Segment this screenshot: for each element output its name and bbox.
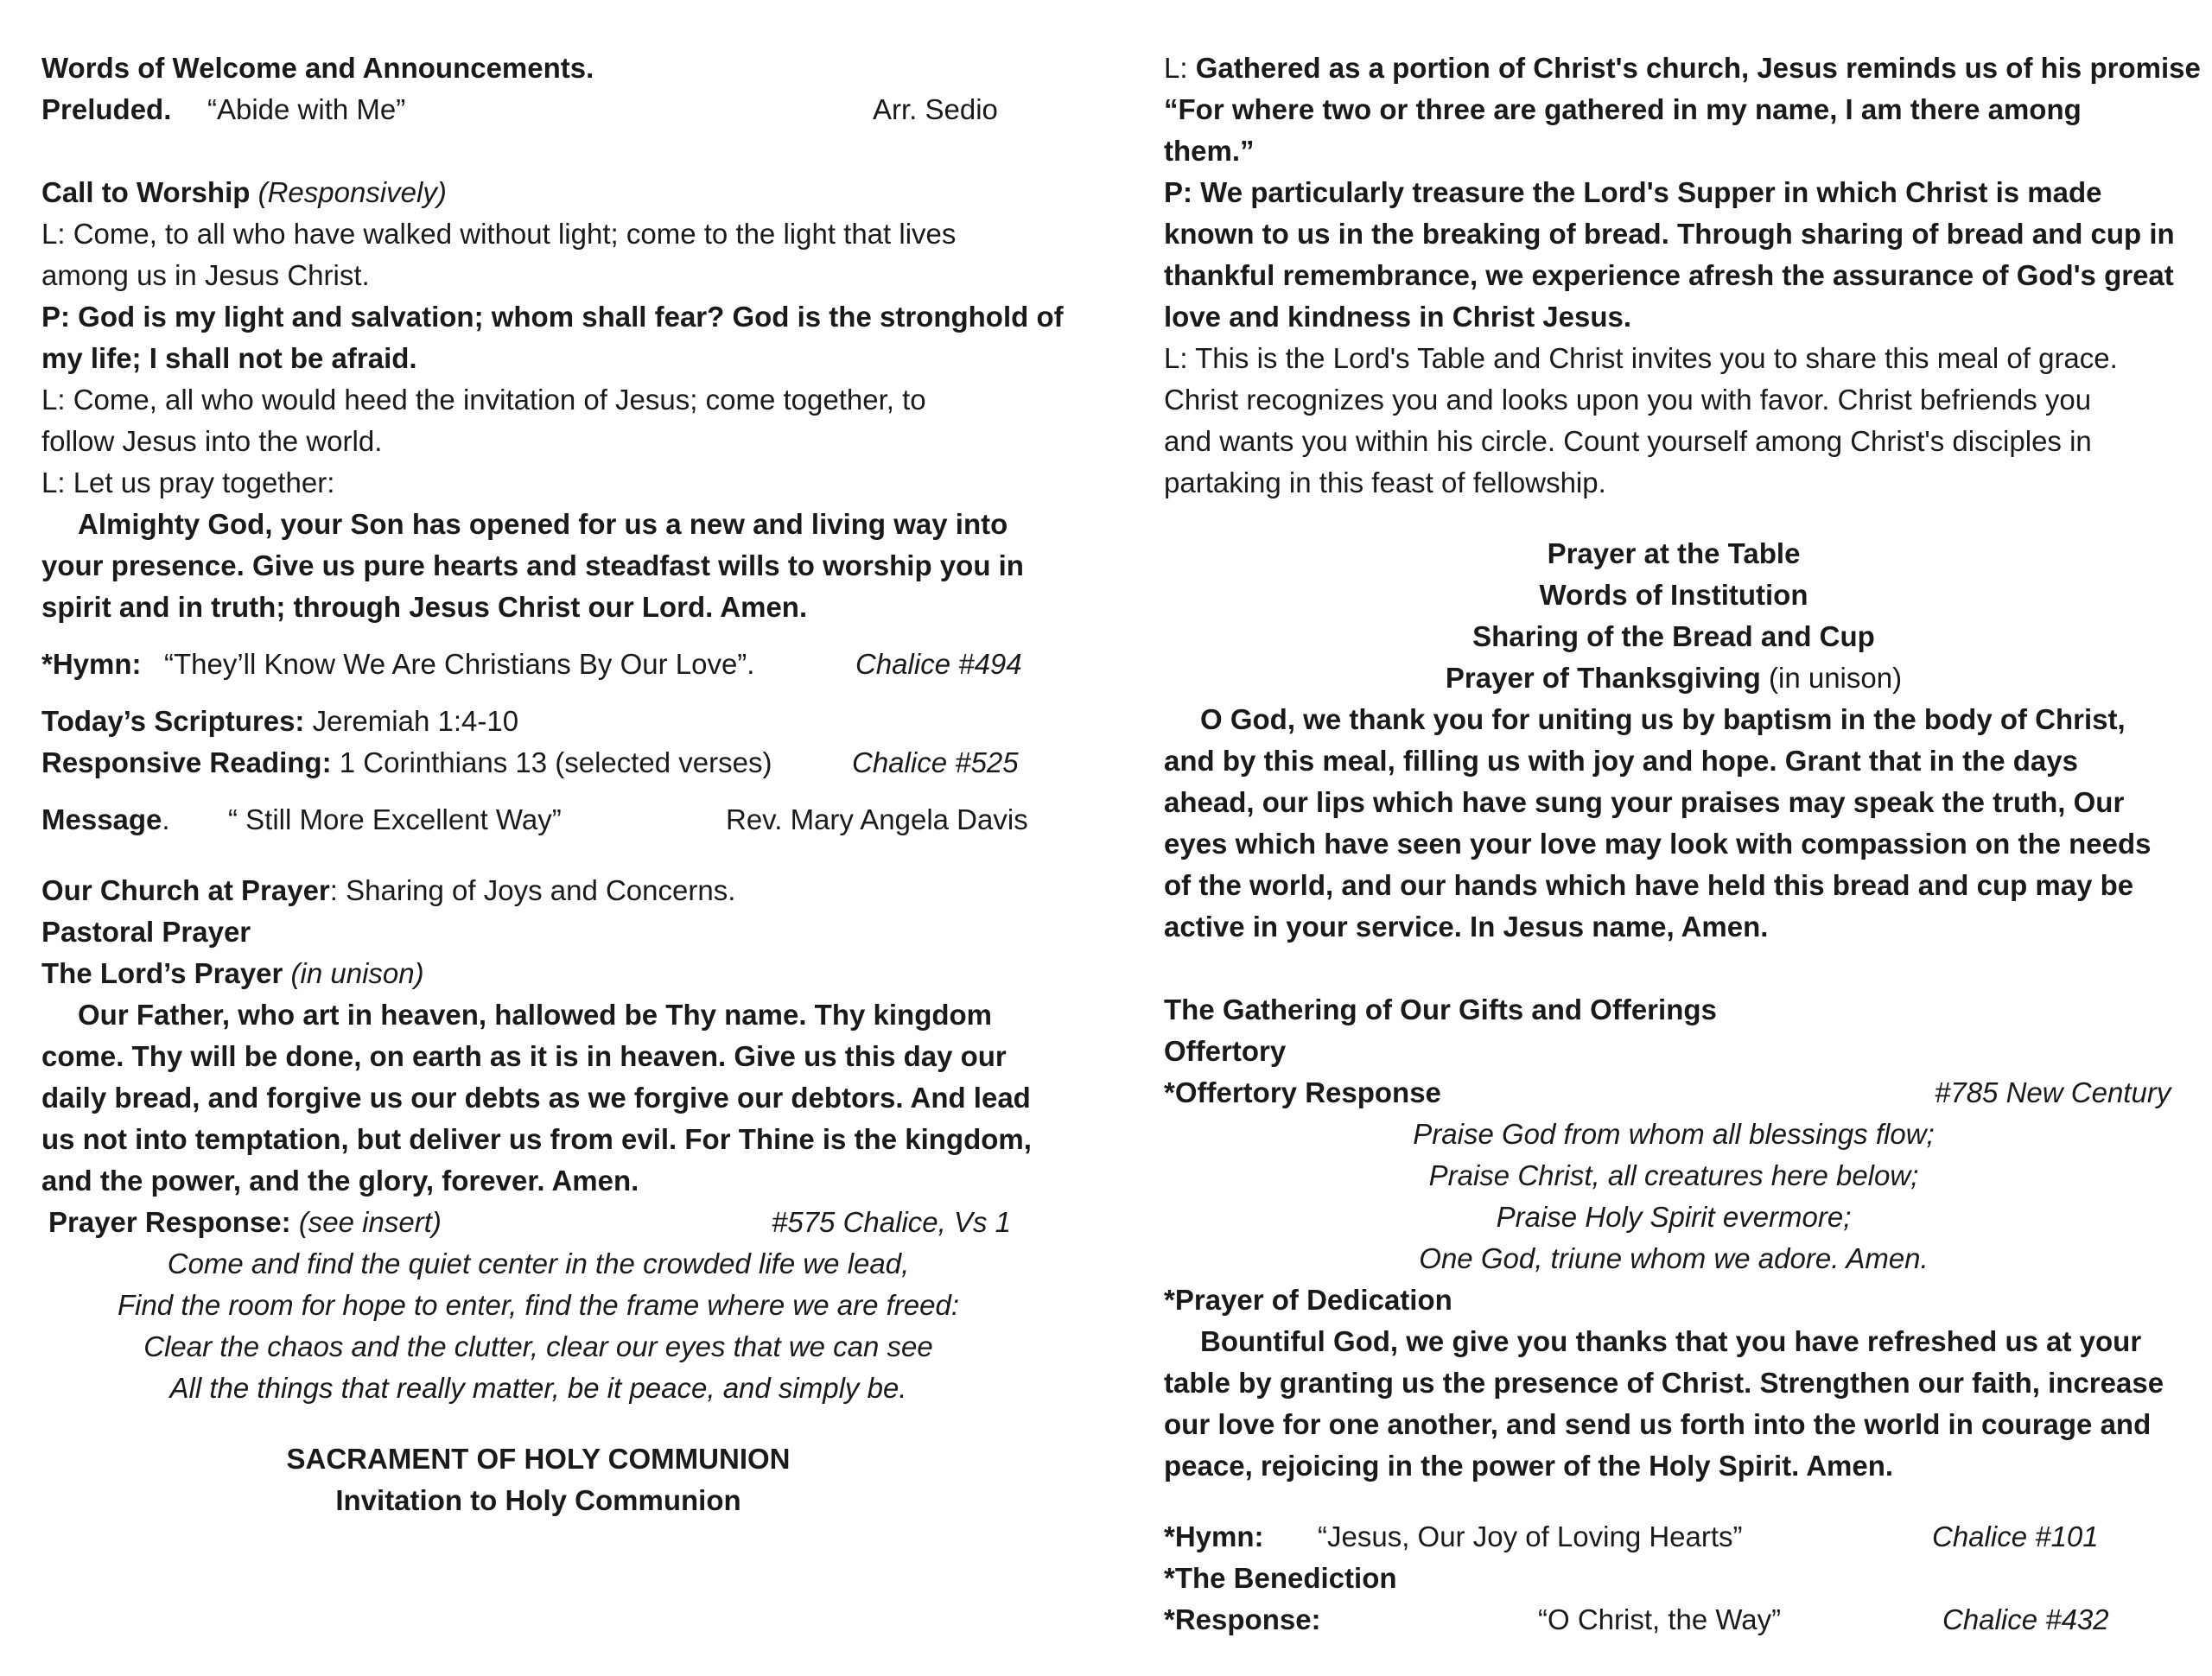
dedication-1: Bountiful God, we give you thanks that you have refreshed us at your [1200, 1325, 2142, 1357]
lords-prayer-3: daily bread, and forgive us our debts as we forgive our debtors. And lead [41, 1082, 1031, 1114]
verse-line-1: Come and find the quiet center in the crowded life we lead, [167, 1247, 910, 1279]
thanksgiving-4: eyes which have seen your love may look with compassion on the needs [1164, 828, 2152, 860]
benediction-heading: *The Benediction [1164, 1562, 1397, 1594]
pastoral-prayer-heading: Pastoral Prayer [41, 916, 251, 948]
communion-leader-1a: Gathered as a portion of Christ's church, Jesus reminds us of his promise [1195, 52, 2201, 84]
message-speaker: Rev. Mary Angela Davis [726, 803, 1028, 835]
prayer-response-reference: #575 Chalice, Vs 1 [772, 1206, 1012, 1238]
hymn-label: *Hymn: [41, 648, 142, 680]
lords-prayer-4: us not into temptation, but deliver us from evil. For Thine is the kingdom, [41, 1123, 1032, 1155]
prayer-at-table-heading: Prayer at the Table [1547, 537, 1801, 569]
lords-label: The Lord’s Prayer [41, 957, 283, 989]
closing-hymn-label: *Hymn: [1164, 1520, 1264, 1552]
communion-leader-1b: “For where two or three are gathered in my name, I am there among [1164, 93, 2082, 125]
opening-prayer-3: spirit and in truth; through Jesus Christ our Lord. Amen. [41, 591, 808, 623]
communion-leader-2a: L: This is the Lord's Table and Christ invites you to share this meal of grace. [1164, 342, 2118, 374]
communion-leader-1c: them.” [1164, 135, 1255, 167]
thanksgiving-heading [1164, 657, 2183, 699]
thanksgiving-6: active in your service. In Jesus name, Amen. [1164, 911, 1769, 943]
lords-prayer-5: and the power, and the glory, forever. Amen. [41, 1165, 639, 1197]
thanksgiving-1: O God, we thank you for uniting us by baptism in the body of Christ, [1200, 703, 2126, 735]
thanksgiving-note: (in unison) [1760, 662, 1903, 694]
call-leader-2b: follow Jesus into the world. [41, 425, 383, 457]
scripture-line [41, 701, 1078, 742]
church-label: Our Church at Prayer [41, 874, 330, 906]
message-line [41, 799, 1078, 841]
dedication-3: our love for one another, and send us forth into the world in courage and [1164, 1408, 2152, 1440]
verse-line-2: Find the room for hope to enter, find the frame where we are freed: [117, 1289, 960, 1321]
responsive-reading-line [41, 742, 1078, 784]
message-label: Message [41, 803, 162, 835]
thanksgiving-2: and by this meal, filling us with joy and hope. Grant that in the days [1164, 745, 2078, 777]
communion-people-1c: thankful remembrance, we experience afresh the assurance of God's great [1164, 259, 2174, 291]
communion-leader-2c: and wants you within his circle. Count yourself among Christ's disciples in [1164, 425, 2092, 457]
church-text: : Sharing of Joys and Concerns. [329, 874, 736, 906]
closing-hymn-title: “Jesus, Our Joy of Loving Hearts” [1318, 1520, 1743, 1552]
thanksgiving-label: Prayer of Thanksgiving [1445, 662, 1761, 694]
dedication-2: table by granting us the presence of Christ. Strengthen our faith, increase [1164, 1367, 2164, 1399]
thanksgiving-5: of the world, and our hands which have held this bread and cup may be [1164, 869, 2134, 901]
closing-response-label: *Response: [1164, 1603, 1321, 1635]
closing-response-line [1164, 1599, 2183, 1641]
prayer-response-note: (see insert) [298, 1206, 442, 1238]
scripture-label: Today’s Scriptures: [41, 705, 305, 737]
sacrament-heading: SACRAMENT OF HOLY COMMUNION [286, 1443, 791, 1475]
offertory-heading: Offertory [1164, 1035, 1287, 1067]
message-dot: . [162, 803, 170, 835]
call-people-1b: my life; I shall not be afraid. [41, 342, 417, 374]
hymn-title: “They’ll Know We Are Christians By Our Love”. [164, 648, 755, 680]
offertory-response-label: *Offertory Response [1164, 1076, 1441, 1108]
verse-line-4: All the things that really matter, be it peace, and simply be. [169, 1372, 907, 1404]
doxology-4: One God, triune whom we adore. Amen. [1419, 1242, 1929, 1274]
reading-text: 1 Corinthians 13 (selected verses) [339, 746, 772, 778]
call-leader-3: L: Let us pray together: [41, 467, 335, 498]
lords-prayer-1: Our Father, who art in heaven, hallowed be Thy name. Thy kingdom [78, 999, 993, 1031]
words-of-institution-heading: Words of Institution [1539, 579, 1808, 611]
doxology-3: Praise Holy Spirit evermore; [1496, 1201, 1852, 1233]
closing-hymn-reference: Chalice #101 [1932, 1520, 2099, 1552]
call-label: Call to Worship [41, 176, 251, 208]
verse-line-3: Clear the chaos and the clutter, clear our eyes that we can see [143, 1330, 933, 1362]
call-leader-1: L: Come, to all who have walked without light; come to the light that lives [41, 218, 957, 250]
hymn-line [41, 644, 1078, 685]
call-to-worship-heading [41, 172, 1078, 213]
communion-leader-1 [1164, 48, 2201, 89]
doxology-2: Praise Christ, all creatures here below; [1428, 1159, 1919, 1191]
opening-prayer-1: Almighty God, your Son has opened for us a new and living way into [78, 508, 1008, 540]
right-column [1164, 48, 2201, 1641]
lords-note: (in unison) [290, 957, 424, 989]
opening-prayer-2: your presence. Give us pure hearts and steadfast wills to worship you in [41, 549, 1024, 581]
left-column [41, 48, 1078, 1521]
offertory-response-line [1164, 1072, 2183, 1114]
lords-prayer-heading [41, 953, 1078, 994]
prayer-response-line [41, 1202, 1078, 1243]
closing-hymn-line [1164, 1516, 2183, 1558]
doxology-1: Praise God from whom all blessings flow; [1413, 1118, 1935, 1150]
prelude-title: “Abide with Me” [207, 93, 406, 125]
reading-reference: Chalice #525 [852, 746, 1019, 778]
prelude-arranger: Arr. Sedio [873, 93, 998, 125]
lords-prayer-2: come. Thy will be done, on earth as it is in heaven. Give us this day our [41, 1040, 1007, 1072]
gathering-heading: The Gathering of Our Gifts and Offerings [1164, 994, 1717, 1025]
communion-people-1b: known to us in the breaking of bread. Through sharing of bread and cup in [1164, 218, 2175, 250]
hymn-reference: Chalice #494 [855, 648, 1022, 680]
closing-response-title: “O Christ, the Way” [1538, 1603, 1782, 1635]
prayer-response-label: Prayer Response: [48, 1206, 291, 1238]
call-people-1: P: God is my light and salvation; whom shall fear? God is the stronghold of [41, 301, 1064, 333]
communion-leader-2d: partaking in this feast of fellowship. [1164, 467, 1606, 498]
call-leader-1b: among us in Jesus Christ. [41, 259, 370, 291]
scripture-text: Jeremiah 1:4-10 [312, 705, 519, 737]
communion-people-1a: P: We particularly treasure the Lord's Supper in which Christ is made [1164, 176, 2102, 208]
sharing-heading: Sharing of the Bread and Cup [1472, 620, 1875, 652]
prelude-line [41, 89, 1078, 130]
welcome-heading: Words of Welcome and Announcements. [41, 52, 594, 84]
closing-response-reference: Chalice #432 [1942, 1603, 2109, 1635]
dedication-4: peace, rejoicing in the power of the Holy Spirit. Amen. [1164, 1450, 1894, 1482]
reading-label: Responsive Reading: [41, 746, 332, 778]
prelude-label: Preluded. [41, 93, 172, 125]
call-leader-2: L: Come, all who would heed the invitation of Jesus; come together, to [41, 384, 926, 416]
message-title: “ Still More Excellent Way” [228, 803, 562, 835]
call-note: (Responsively) [257, 176, 447, 208]
dedication-heading: *Prayer of Dedication [1164, 1284, 1452, 1316]
communion-leader-2b: Christ recognizes you and looks upon you with favor. Christ befriends you [1164, 384, 2092, 416]
invitation-heading: Invitation to Holy Communion [335, 1484, 741, 1516]
church-at-prayer-line [41, 870, 1078, 911]
communion-people-1d: love and kindness in Christ Jesus. [1164, 301, 1632, 333]
thanksgiving-3: ahead, our lips which have sung your praises may speak the truth, Our [1164, 786, 2125, 818]
offertory-response-reference: #785 New Century [1935, 1076, 2171, 1108]
response-verse [41, 1243, 1035, 1521]
communion-leader-prefix: L: [1164, 52, 1196, 84]
